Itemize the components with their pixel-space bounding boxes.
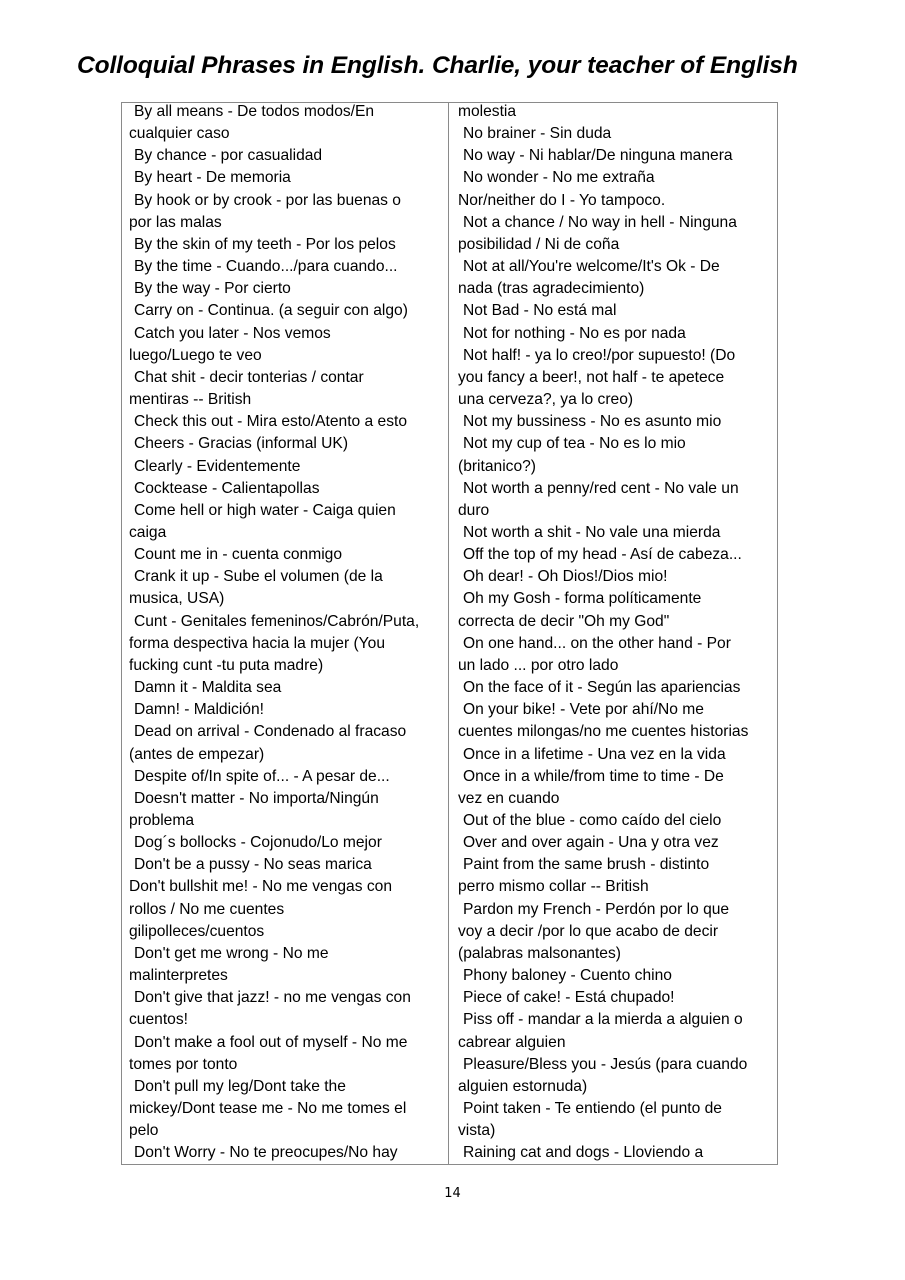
phrase-line: Out of the blue - como caído del cielo [463, 812, 722, 829]
phrase-line: By heart - De memoria [134, 169, 291, 187]
phrase-line: Count me in - cuenta conmigo [134, 546, 343, 564]
phrase-line: Pleasure/Bless you - Jesús (para cuando [463, 1055, 748, 1073]
phrase-line: malinterpretes [129, 967, 228, 985]
phrase-line: Not for nothing - No es por nada [463, 324, 686, 342]
phrase-line: Over and over again - Una y otra vez [463, 834, 719, 852]
phrase-line: Cheers - Gracias (informal UK) [134, 435, 349, 453]
phrase-line: By the skin of my teeth - Por los pelos [134, 235, 396, 253]
phrase-line: correcta de decir "Oh my God" [458, 612, 670, 630]
phrase-line: On your bike! - Vete por ahí/No me [463, 701, 704, 719]
phrase-line: Pardon my French - Perdón por lo que [463, 900, 730, 918]
phrase-line: Check this out - Mira esto/Atento a esto [134, 413, 408, 431]
phrase-line: nada (tras agradecimiento) [458, 280, 645, 298]
phrase-line: Clearly - Evidentemente [134, 457, 301, 475]
page-number: 14 [444, 1186, 461, 1201]
phrase-line: mentiras -- British [129, 391, 252, 409]
phrase-line: Raining cat and dogs - Lloviendo a [463, 1144, 704, 1162]
phrase-line: On one hand... on the other hand - Por [463, 634, 731, 652]
phrase-line: pelo [129, 1122, 159, 1140]
phrase-line: vez en cuando [458, 789, 560, 807]
phrase-line: mickey/Dont tease me - No me tomes el [129, 1100, 407, 1118]
phrase-line: un lado ... por otro lado [458, 656, 619, 674]
phrase-line: No brainer - Sin duda [463, 125, 612, 143]
phrase-line: Once in a while/from time to time - De [463, 767, 724, 785]
phrase-line: you fancy a beer!, not half - te apetece [458, 368, 725, 386]
phrase-line: Not at all/You're welcome/It's Ok - De [463, 258, 720, 276]
phrase-line: Not half! - ya lo creo!/por supuesto! (Do [463, 346, 736, 364]
phrase-line: (antes de empezar) [129, 745, 265, 763]
phrase-line: Not my cup of tea - No es lo mio [463, 435, 686, 453]
page-title: Colloquial Phrases in English. Charlie, your teacher of English [77, 52, 798, 79]
phrase-line: Not Bad - No está mal [463, 302, 617, 320]
phrase-line: Don't make a fool out of myself - No me [134, 1033, 408, 1051]
phrase-line: Once in a lifetime - Una vez en la vida [463, 745, 726, 763]
phrase-line: caiga [129, 523, 167, 541]
phrase-line: alguien estornuda) [458, 1077, 588, 1095]
phrase-line: Phony baloney - Cuento chino [463, 967, 672, 985]
phrase-line: posibilidad / Ni de coña [458, 235, 620, 253]
phrase-line: Don't bullshit me! - No me vengas con [129, 878, 392, 896]
phrase-line: luego/Luego te veo [129, 346, 262, 364]
phrase-line: Oh dear! - Oh Dios!/Dios mio! [463, 568, 668, 586]
phrase-line: cuentos! [129, 1011, 188, 1029]
phrase-line: gilipolleces/cuentos [129, 922, 265, 940]
phrase-line: musica, USA) [129, 590, 225, 608]
phrase-line: Not worth a penny/red cent - No vale un [463, 479, 739, 497]
phrase-line: Carry on - Continua. (a seguir con algo) [134, 302, 408, 320]
phrase-line: Dog´s bollocks - Cojonudo/Lo mejor [134, 834, 382, 852]
phrase-line: por las malas [129, 213, 222, 231]
phrase-line: Catch you later - Nos vemos [134, 324, 331, 342]
phrase-line: cuentes milongas/no me cuentes historias [458, 723, 749, 741]
phrase-line: Cocktease - Calientapollas [134, 479, 320, 497]
phrase-line: Don't Worry - No te preocupes/No hay [134, 1144, 398, 1162]
phrase-line: Damn it - Maldita sea [134, 679, 282, 697]
phrase-line: By the way - Por cierto [134, 280, 291, 298]
phrase-line: Not my bussiness - No es asunto mio [463, 413, 722, 431]
left-column [129, 101, 445, 1165]
phrase-line: Chat shit - decir tonterias / contar [134, 368, 364, 386]
column-divider [448, 102, 449, 1165]
phrase-line: cualquier caso [129, 125, 230, 143]
phrase-line: duro [458, 501, 490, 519]
phrase-line: Doesn't matter - No importa/Ningún [134, 789, 379, 807]
phrase-line: Don't give that jazz! - no me vengas con [134, 989, 411, 1007]
phrase-line: By hook or by crook - por las buenas o [134, 191, 401, 209]
phrase-line: By all means - De todos modos/En [134, 103, 375, 120]
phrase-line: (palabras malsonantes) [458, 944, 621, 962]
phrase-line: Dead on arrival - Condenado al fracaso [134, 723, 407, 741]
phrase-line: Cunt - Genitales femeninos/Cabrón/Puta, [134, 612, 420, 630]
phrase-line: Despite of/In spite of... - A pesar de... [134, 767, 390, 785]
phrase-line: fucking cunt -tu puta madre) [129, 656, 324, 674]
phrase-line: una cerveza?, ya lo creo) [458, 391, 634, 409]
phrase-line: No wonder - No me extraña [463, 169, 655, 187]
phrase-line: cabrear alguien [458, 1033, 566, 1051]
phrase-line: Piss off - mandar a la mierda a alguien o [463, 1011, 743, 1029]
phrase-line: Don't be a pussy - No seas marica [134, 856, 372, 874]
phrase-line: Off the top of my head - Así de cabeza... [463, 546, 742, 564]
phrase-line: forma despectiva hacia la mujer (You [129, 634, 385, 652]
phrase-line: Paint from the same brush - distinto [463, 856, 710, 874]
phrase-line: Don't get me wrong - No me [134, 944, 329, 962]
phrase-line: Not worth a shit - No vale una mierda [463, 523, 721, 541]
phrase-line: molestia [458, 103, 517, 120]
phrase-line: Oh my Gosh - forma políticamente [463, 590, 702, 608]
phrase-line: problema [129, 812, 195, 829]
phrase-line: Piece of cake! - Está chupado! [463, 989, 675, 1007]
phrase-line: voy a decir /por lo que acabo de decir [458, 922, 719, 940]
phrase-line: By chance - por casualidad [134, 147, 323, 165]
phrase-line: Not a chance / No way in hell - Ninguna [463, 213, 737, 231]
phrase-line: On the face of it - Según las apariencias [463, 679, 741, 697]
phrase-line: Point taken - Te entiendo (el punto de [463, 1100, 722, 1118]
phrase-line: (britanico?) [458, 457, 536, 475]
phrase-line: Damn! - Maldición! [134, 701, 264, 719]
phrase-line: Don't pull my leg/Dont take the [134, 1077, 346, 1095]
phrase-line: By the time - Cuando.../para cuando... [134, 258, 398, 276]
right-column [458, 101, 773, 1165]
phrase-line: Crank it up - Sube el volumen (de la [134, 568, 383, 586]
phrase-line: tomes por tonto [129, 1055, 238, 1073]
phrase-line: perro mismo collar -- British [458, 878, 649, 896]
phrase-line: No way - Ni hablar/De ninguna manera [463, 147, 733, 165]
phrase-line: Come hell or high water - Caiga quien [134, 501, 396, 519]
phrase-line: vista) [458, 1122, 496, 1140]
phrase-line: rollos / No me cuentes [129, 900, 285, 918]
phrase-line: Nor/neither do I - Yo tampoco. [458, 191, 666, 209]
